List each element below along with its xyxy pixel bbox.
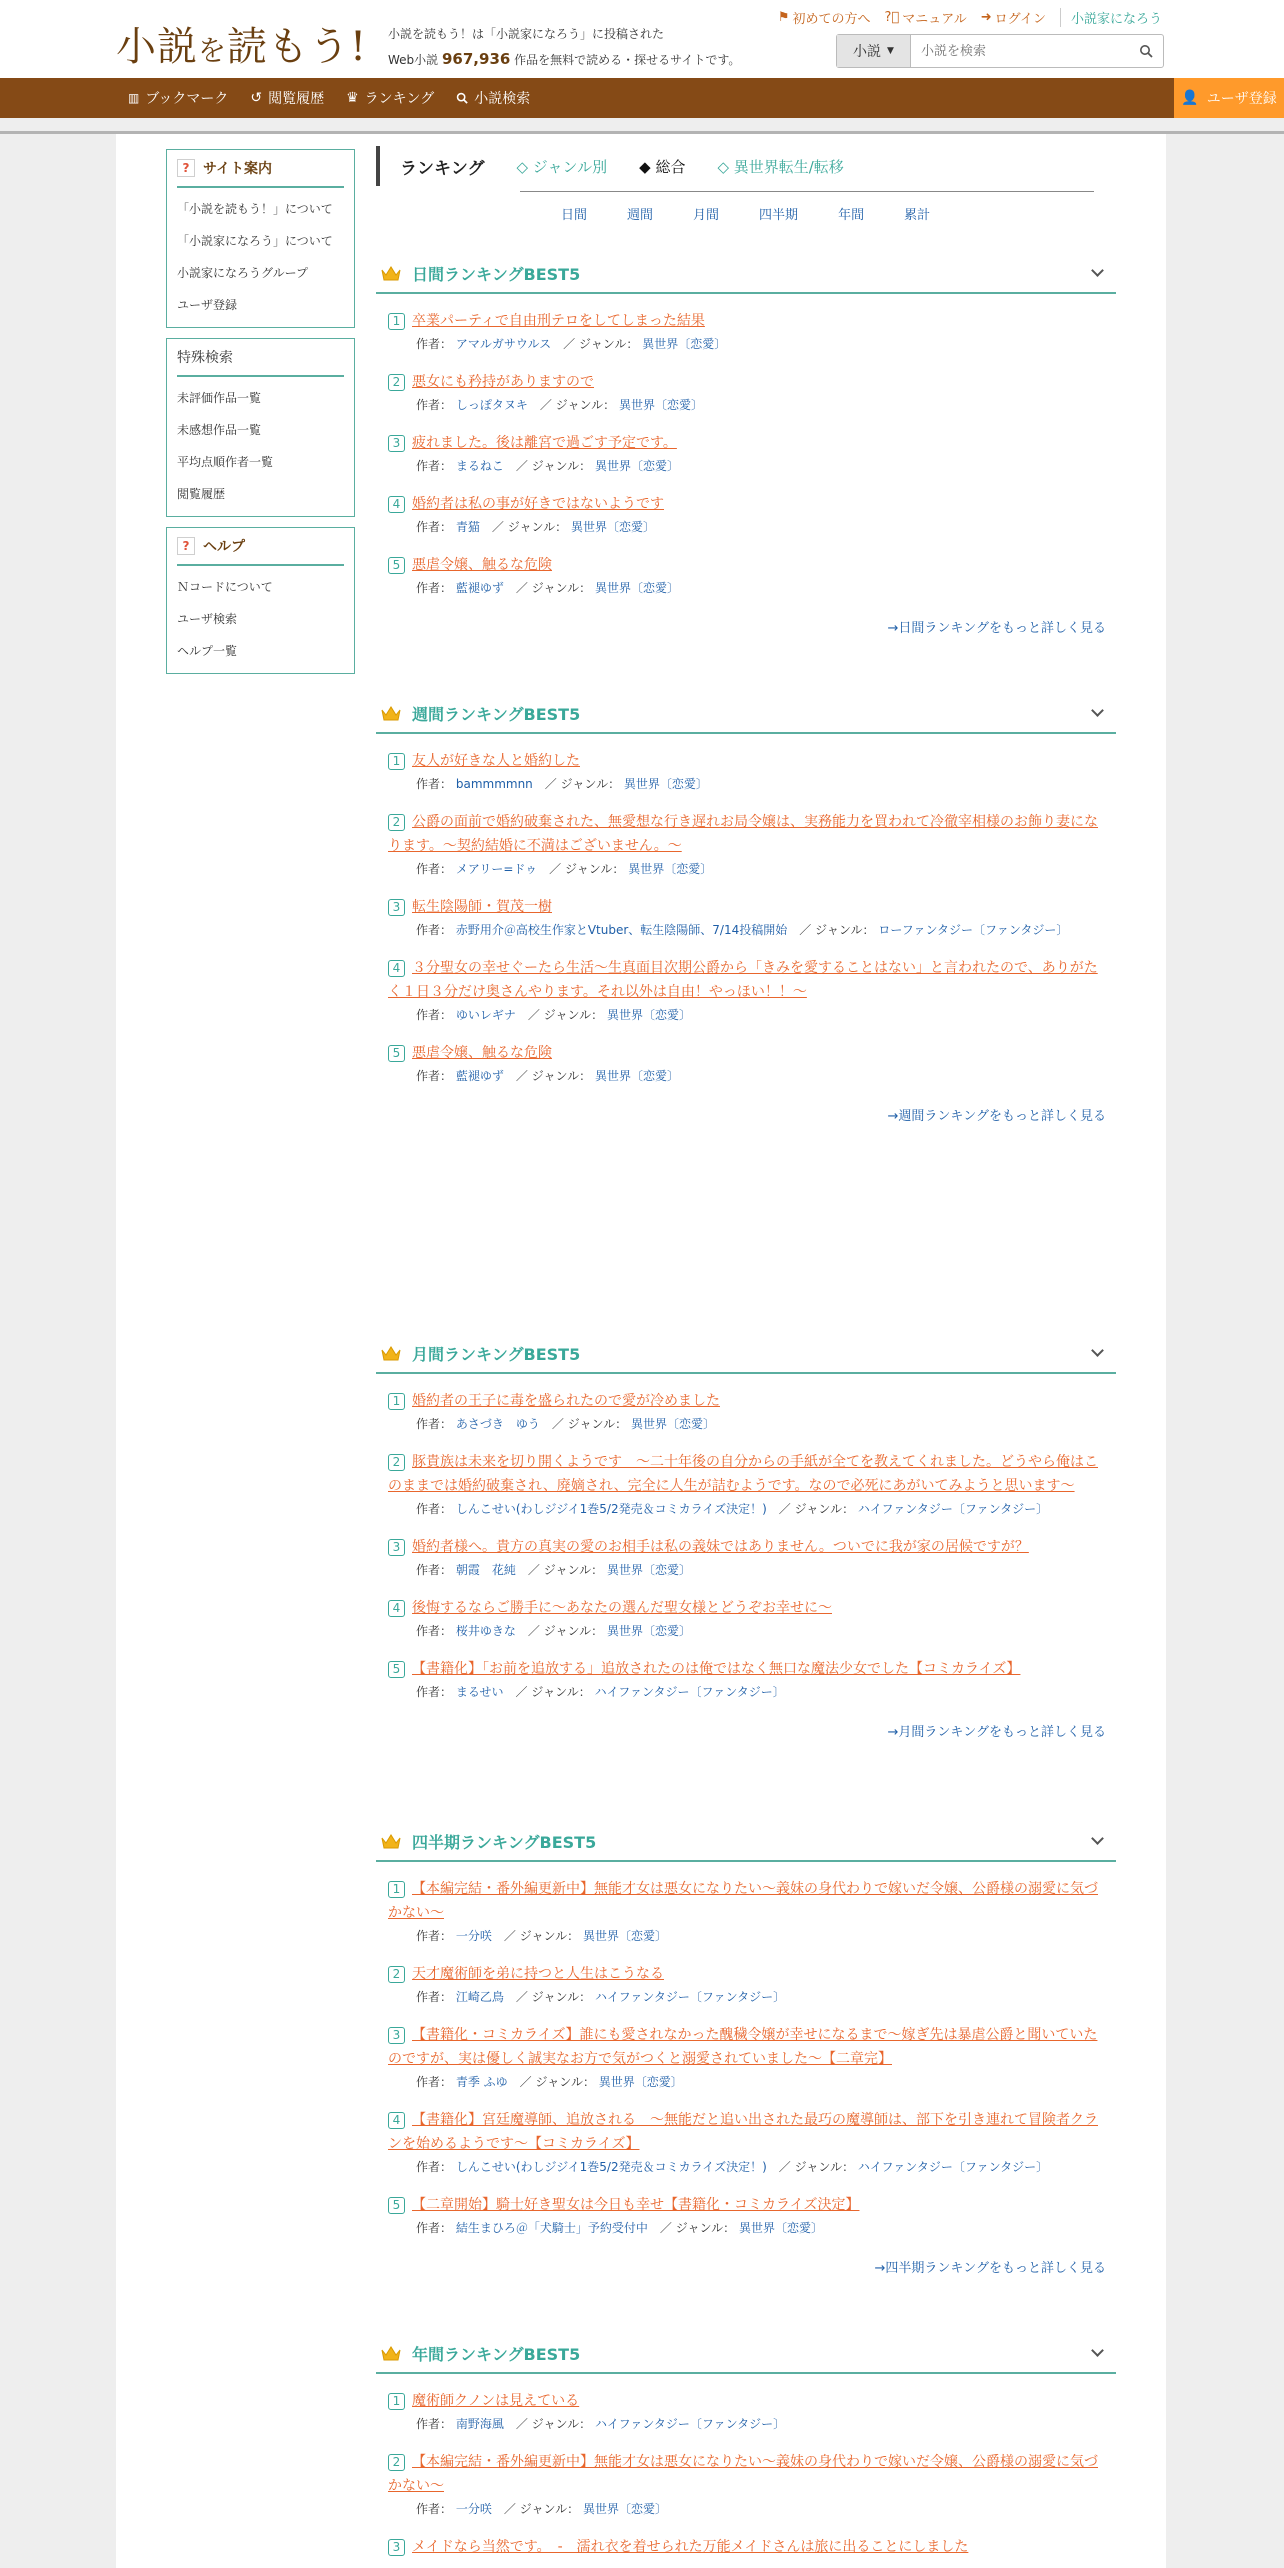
search-icon [456,92,468,104]
ranking-item [388,1535,1104,1581]
author-link[interactable]: 青猫 [455,520,480,534]
question-icon: ? [177,159,195,177]
ranking-item [388,2535,1104,2559]
rank-badge: 5 [388,2197,405,2214]
chevron-down-icon: ▼ [887,46,894,56]
author-link[interactable]: 藍褪ゆず [455,1069,504,1083]
special-search-box [166,338,355,517]
author-link[interactable]: ゆいレギナ [455,1008,516,1022]
ranking-heading: ランキング [400,158,485,179]
ranking-item [388,1596,1104,1642]
genre-link[interactable]: 異世界〔恋愛〕 [630,1417,715,1431]
novel-meta: 作者： メアリー=ドゥ ／ ジャンル： 異世界〔恋愛〕 [416,862,713,876]
author-link[interactable]: あさづき ゆう [455,1417,540,1431]
novel-meta: 作者： しんこせい(わしジジイ1巻5/2発売＆コミカライズ決定！) ／ ジャンル： ハイファンタジー〔ファンタジー〕 [416,1502,1049,1516]
novel-title-link[interactable]: 【本編完結・番外編更新中】無能才女は悪女になりたい～義妹の身代わりで嫁いだ令嬢、公爵様の溺愛に気づかない～ [388,1881,1098,1921]
ranking-tabs [376,146,1094,186]
novel-meta: 作者： 江崎乙鳥 ／ ジャンル： ハイファンタジー〔ファンタジー〕 [416,1990,786,2004]
novel-meta: 作者： 青季 ふゆ ／ ジャンル： 異世界〔恋愛〕 [416,2075,683,2089]
ranking-section [376,1334,1116,1740]
novel-meta: 作者： 一分咲 ／ ジャンル： 異世界〔恋愛〕 [416,1929,667,1943]
genre-link[interactable]: ハイファンタジー〔ファンタジー〕 [594,1685,785,1699]
rank-badge: 3 [388,2027,405,2044]
novel-title-link[interactable]: 【書籍化・コミカライズ】誰にも愛されなかった醜穢令嬢が幸せになるまで～嫁ぎ先は暴虐公爵と聞いていたのですが、実は優しく誠実なお方で気がつくと溺愛されていました～【二章完】 [388,2027,1098,2067]
rank-badge: 2 [388,1454,405,1471]
search-icon [1139,44,1153,58]
author-link[interactable]: しっぽタヌキ [455,398,528,412]
ranking-section-header[interactable] [376,694,1116,734]
sidebar-item-avg-authors[interactable]: 平均点順作者一覧 [177,455,274,469]
novel-title-link[interactable]: ３分聖女の幸せぐーたら生活～生真面目次期公爵から「きみを愛することはない」と言われたので、ありがたく１日３分だけ奥さんやります。それ以外は自由！やっほい！！～ [388,960,1098,1000]
ranking-item [388,2450,1104,2520]
novel-title-link[interactable]: メイドなら当然です。 - 濡れ衣を着せられた万能メイドさんは旅に出ることにしました [412,2539,969,2555]
novel-meta: 作者： 結生まひろ＠「犬騎士」予約受付中 ／ ジャンル： 異世界〔恋愛〕 [416,2221,823,2235]
novel-meta: 作者： アマルガサウルス ／ ジャンル： 異世界〔恋愛〕 [416,337,727,351]
genre-link[interactable]: 異世界〔恋愛〕 [582,2502,667,2516]
syosetu-logo-link[interactable]: 小説家になろう [1060,8,1162,27]
ranking-section-header[interactable] [376,1822,1116,1862]
novel-meta: 作者： 朝霞 花純 ／ ジャンル： 異世界〔恋愛〕 [416,1563,691,1577]
period-links [561,204,930,223]
sidebar-item-about-narou[interactable]: 「小説家になろう」について [177,234,333,248]
help-title: ? ヘルプ [177,528,344,566]
novel-title-link[interactable]: 婚約者の王子に毒を盛られたので愛が冷めました [412,1393,720,1409]
more-ranking-link[interactable]: →四半期ランキングをもっと詳しく見る [874,2261,1106,2276]
genre-link[interactable]: ハイファンタジー〔ファンタジー〕 [594,2417,786,2431]
novel-meta: 作者： 青猫 ／ ジャンル： 異世界〔恋愛〕 [416,520,655,534]
genre-link[interactable]: 異世界〔恋愛〕 [606,1624,691,1638]
site-guide-box [166,149,355,328]
ranking-item [388,431,1104,477]
author-link[interactable]: 一分咲 [455,1929,492,1943]
genre-link[interactable]: 異世界〔恋愛〕 [570,520,655,534]
author-link[interactable]: 結生まひろ＠「犬騎士」予約受付中 [455,2221,648,2235]
ranking-item [388,1877,1104,1947]
ranking-section-title: 日間ランキングBEST5 [412,264,581,284]
genre-link[interactable]: 異世界〔恋愛〕 [582,1929,667,1943]
search-input[interactable] [911,35,1129,67]
author-link[interactable]: bammmmnn [455,777,533,791]
rank-badge: 1 [388,1393,405,1410]
tabs-underline [520,191,1094,192]
novel-meta: 作者： しんこせい(わしジジイ1巻5/2発売＆コミカライズ決定！) ／ ジャンル： ハイファンタジー〔ファンタジー〕 [416,2160,1049,2174]
author-link[interactable]: しんこせい(わしジジイ1巻5/2発売＆コミカライズ決定！) [455,2160,767,2174]
genre-link[interactable]: 異世界〔恋愛〕 [628,862,713,876]
login-icon: ➜ [980,10,992,25]
chevron-down-icon[interactable] [1091,704,1104,717]
site-header [0,0,1284,78]
ranking-item [388,2108,1104,2178]
sidebar-item-no-review[interactable]: 未感想作品一覧 [177,423,262,437]
genre-link[interactable]: 異世界〔恋愛〕 [642,337,727,351]
rank-badge: 5 [388,1661,405,1678]
rank-badge: 2 [388,2454,405,2471]
period-monthly[interactable]: 月間 [693,208,720,223]
author-link[interactable]: まるねこ [455,459,504,473]
rank-badge: 4 [388,2112,405,2129]
author-link[interactable]: アマルガサウルス [455,337,552,351]
rank-badge: 4 [388,496,405,513]
author-link[interactable]: 一分咲 [455,2502,492,2516]
sidebar-item-unrated[interactable]: 未評価作品一覧 [177,391,262,405]
rank-badge: 4 [388,960,405,977]
rank-badge: 3 [388,2539,405,2556]
ranking-section-title: 月間ランキングBEST5 [412,1344,581,1364]
ranking-item [388,1450,1104,1520]
sidebar-item-history[interactable]: 閲覧履歴 [177,487,226,501]
content-area [116,134,1166,2568]
ranking-item [388,1389,1104,1435]
sidebar-item-register[interactable]: ユーザ登録 [177,298,238,312]
novel-title-link[interactable]: 【書籍化】「お前を追放する」追放されたのは俺ではなく無口な魔法少女でした【コミカライズ】 [412,1661,1021,1677]
novel-title-link[interactable]: 【書籍化】宮廷魔導師、追放される ～無能だと追い出された最巧の魔導師は、部下を引き連れて冒険者クランを始めるようです～【コミカライズ】 [388,2112,1098,2152]
genre-link[interactable]: 異世界〔恋愛〕 [594,581,679,595]
rank-badge: 5 [388,557,405,574]
period-quarterly[interactable]: 四半期 [759,208,799,223]
crown-icon [380,704,402,722]
period-cumulative[interactable]: 累計 [904,208,931,223]
novel-title-link[interactable]: 悪虐令嬢、触るな危険 [412,557,552,573]
period-weekly[interactable]: 週間 [627,208,654,223]
ranking-item [388,956,1104,1026]
rank-badge: 2 [388,374,405,391]
period-yearly[interactable]: 年間 [838,208,865,223]
ranking-item [388,1657,1104,1703]
ranking-item [388,553,1104,599]
crown-icon [380,1832,402,1850]
genre-link[interactable]: 異世界〔恋愛〕 [594,1069,679,1083]
novel-title-link[interactable]: 【本編完結・番外編更新中】無能才女は悪女になりたい～義妹の身代わりで嫁いだ令嬢、公爵様の溺愛に気づかない～ [388,2454,1098,2494]
novel-title-link[interactable]: 友人が好きな人と婚約した [412,753,580,769]
novel-meta: 作者： bammmmnn ／ ジャンル： 異世界〔恋愛〕 [416,777,708,791]
rank-badge: 3 [388,899,405,916]
bookmark-flag-icon: ⚑ [777,10,790,25]
ranking-section-title: 四半期ランキングBEST5 [412,1832,597,1852]
crown-icon [380,2344,402,2362]
novel-meta: 作者： 南野海風 ／ ジャンル： ハイファンタジー〔ファンタジー〕 [416,2417,786,2431]
site-tagline: 小説を読もう！は「小説家になろう」に投稿された Web小説 967,936 作品を無料で読める・探せるサイトです。 [388,27,741,68]
ranking-section [376,254,1116,636]
bookmark-list-icon: ▥ [128,91,140,105]
rank-badge: 1 [388,2393,405,2410]
novel-meta: 作者： 桜井ゆきな ／ ジャンル： 異世界〔恋愛〕 [416,1624,691,1638]
more-ranking-link[interactable]: →月間ランキングをもっと詳しく見る [887,1725,1106,1740]
author-link[interactable]: 江崎乙鳥 [455,1990,504,2004]
ranking-item [388,370,1104,416]
crown-icon [380,1344,402,1362]
chevron-down-icon[interactable] [1091,1832,1104,1845]
search-button[interactable] [1129,35,1163,67]
top-links [778,8,1162,27]
sidebar-item-ncode[interactable]: Ｎコードについて [177,580,273,594]
help-box [166,527,355,674]
ranking-section [376,2334,1116,2559]
ranking-section-title: 年間ランキングBEST5 [412,2344,581,2364]
novel-title-link[interactable]: 公爵の面前で婚約破棄された、無愛想な行き遅れお局令嬢は、実務能力を買われて冷徹宰相様のお飾り妻になります。～契約結婚に不満はございません。～ [388,814,1098,854]
header-divider [0,118,1284,134]
genre-link[interactable]: 異世界〔恋愛〕 [623,777,708,791]
novel-title-link[interactable]: 豚貴族は未来を切り開くようです ～二十年後の自分からの手紙が全てを教えてくれました。どうやら俺はこのままでは婚約破棄され、廃嫡され、完全に人生が詰むようです。なので必死にあがいてみようと思います～ [388,1454,1098,1494]
site-guide-title: ? サイト案内 [177,150,344,188]
ranking-item [388,492,1104,538]
rank-badge: 2 [388,1966,405,1983]
novel-title-link[interactable]: 疲れました。後は離宮で過ごす予定です。 [412,435,677,451]
novel-title-link[interactable]: 転生陰陽師・賀茂一樹 [412,899,552,915]
novel-title-link[interactable]: 【二章開始】騎士好き聖女は今日も幸せ【書籍化・コミカライズ決定】 [412,2197,860,2213]
novel-meta: 作者： 藍褪ゆず ／ ジャンル： 異世界〔恋愛〕 [416,581,679,595]
novel-title-link[interactable]: 魔術師クノンは見えている [412,2393,580,2409]
nav-search[interactable]: 小説検索 [456,88,530,108]
novel-title-link[interactable]: 卒業パーティで自由刑テロをしてしまった結果 [412,313,705,329]
crown-icon [380,264,402,282]
genre-link[interactable]: ローファンタジー〔ファンタジー〕 [878,923,1069,937]
login-link[interactable]: ➜ ログイン [980,10,1046,27]
site-logo[interactable]: 小説を読もう! [116,24,368,70]
manual-link[interactable]: ?⃝ マニュアル [884,10,967,27]
register-button[interactable]: 👤 ユーザ登録 [1174,78,1284,118]
chevron-down-icon[interactable] [1091,2344,1104,2357]
ranking-section-header[interactable] [376,2334,1116,2374]
novel-title-link[interactable]: 天才魔術師を弟に持つと人生はこうなる [412,1966,664,1982]
ranking-item [388,2023,1104,2093]
rank-badge: 4 [388,1600,405,1617]
novel-title-link[interactable]: 悪虐令嬢、触るな危険 [412,1045,552,1061]
ranking-section-header[interactable] [376,254,1116,294]
sidebar-item-group[interactable]: 小説家になろうグループ [177,266,309,280]
novel-title-link[interactable]: 後悔するならご勝手に～あなたの選んだ聖女様とどうぞお幸せに～ [412,1600,832,1616]
novel-title-link[interactable]: 婚約者様へ。貴方の真実の愛のお相手は私の義妹ではありません。ついでに我が家の居候ですが？ [412,1539,1029,1555]
author-link[interactable]: 青季 ふゆ [455,2075,508,2089]
genre-link[interactable]: 異世界〔恋愛〕 [594,459,679,473]
rank-badge: 3 [388,435,405,452]
sidebar-item-user-search[interactable]: ユーザ検索 [177,612,238,626]
author-link[interactable]: しんこせい(わしジジイ1巻5/2発売＆コミカライズ決定！) [455,1502,767,1516]
chevron-down-icon[interactable] [1091,264,1104,277]
question-icon: ? [177,537,195,555]
main-nav [0,78,1284,118]
crown-icon: ♛ [346,90,359,106]
question-circle-icon: ?⃝ [884,10,900,25]
author-link[interactable]: メアリー=ドゥ [455,862,538,876]
rank-badge: 1 [388,313,405,330]
genre-link[interactable]: 異世界〔恋愛〕 [598,2075,683,2089]
novel-title-link[interactable]: 悪女にも矜持がありますので [412,374,594,390]
rank-badge: 1 [388,753,405,770]
sidebar-item-help-list[interactable]: ヘルプ一覧 [177,644,238,658]
ranking-item [388,2389,1104,2435]
genre-link[interactable]: 異世界〔恋愛〕 [618,398,703,412]
genre-link[interactable]: ハイファンタジー〔ファンタジー〕 [857,1502,1049,1516]
nav-history[interactable]: ↺ 閲覧履歴 [250,90,325,107]
rank-badge: 2 [388,814,405,831]
nav-ranking[interactable]: ♛ ランキング [346,90,435,107]
ranking-section [376,1822,1116,2276]
tab-isekai[interactable]: ◇ 異世界転生/転移 [717,157,844,176]
ranking-item [388,309,1104,355]
ranking-item [388,1962,1104,2008]
author-link[interactable]: 朝霞 花純 [455,1563,516,1577]
genre-link[interactable]: ハイファンタジー〔ファンタジー〕 [857,2160,1049,2174]
more-ranking-link[interactable]: →日間ランキングをもっと詳しく見る [887,621,1106,636]
ranking-item [388,810,1104,880]
ranking-section-header[interactable] [376,1334,1116,1374]
novel-meta: 作者： 一分咲 ／ ジャンル： 異世界〔恋愛〕 [416,2502,667,2516]
novel-meta: 作者： 赤野用介＠高校生作家とVtuber、転生陰陽師、7/14投稿開始 ／ ジャンル： ローファンタジー〔ファンタジー〕 [416,923,1069,937]
user-icon: 👤 [1181,90,1199,106]
ranking-section-title: 週間ランキングBEST5 [412,704,581,724]
ranking-section [376,694,1116,1124]
author-link[interactable]: 南野海風 [455,2417,504,2431]
tab-total[interactable]: ◆ 総合 [639,157,686,176]
tab-genre[interactable]: ◇ ジャンル別 [516,157,608,176]
novel-meta: 作者： まるねこ ／ ジャンル： 異世界〔恋愛〕 [416,459,679,473]
genre-link[interactable]: ハイファンタジー〔ファンタジー〕 [594,1990,786,2004]
period-daily[interactable]: 日間 [561,208,588,223]
novel-meta: 作者： ゆいレギナ ／ ジャンル： 異世界〔恋愛〕 [416,1008,691,1022]
nav-bookmark[interactable]: ▥ ブックマーク [128,91,229,107]
special-search-title: 特殊検索 [177,339,344,377]
ranking-item [388,1041,1104,1087]
author-link[interactable]: 桜井ゆきな [455,1624,516,1638]
ranking-item [388,2193,1104,2239]
genre-link[interactable]: 異世界〔恋愛〕 [738,2221,823,2235]
rank-badge: 5 [388,1045,405,1062]
rank-badge: 3 [388,1539,405,1556]
author-link[interactable]: 赤野用介＠高校生作家とVtuber、転生陰陽師、7/14投稿開始 [455,923,788,937]
more-ranking-link[interactable]: →週間ランキングをもっと詳しく見る [887,1109,1106,1124]
genre-link[interactable]: 異世界〔恋愛〕 [606,1008,691,1022]
genre-link[interactable]: 異世界〔恋愛〕 [606,1563,691,1577]
author-link[interactable]: 藍褪ゆず [455,581,504,595]
novel-meta: 作者： あさづき ゆう ／ ジャンル： 異世界〔恋愛〕 [416,1417,715,1431]
chevron-down-icon[interactable] [1091,1344,1104,1357]
ranking-item [388,749,1104,795]
novel-meta: 作者： まるせい ／ ジャンル： ハイファンタジー〔ファンタジー〕 [416,1685,785,1699]
author-link[interactable]: まるせい [455,1685,504,1699]
novel-meta: 作者： 藍褪ゆず ／ ジャンル： 異世界〔恋愛〕 [416,1069,679,1083]
rank-badge: 1 [388,1881,405,1898]
novel-meta: 作者： しっぽタヌキ ／ ジャンル： 異世界〔恋愛〕 [416,398,703,412]
novel-count: 967,936 [442,50,511,68]
novel-title-link[interactable]: 婚約者は私の事が好きではないようです [412,496,664,512]
search-type-select[interactable]: 小説 ▼ [837,35,911,67]
beginner-link[interactable]: ⚑ 初めての方へ [777,10,871,27]
ranking-item [388,895,1104,941]
search-bar [836,34,1164,68]
sidebar-item-about-yomou[interactable]: 「小説を読もう！」について [177,202,333,216]
history-icon: ↺ [250,90,263,106]
